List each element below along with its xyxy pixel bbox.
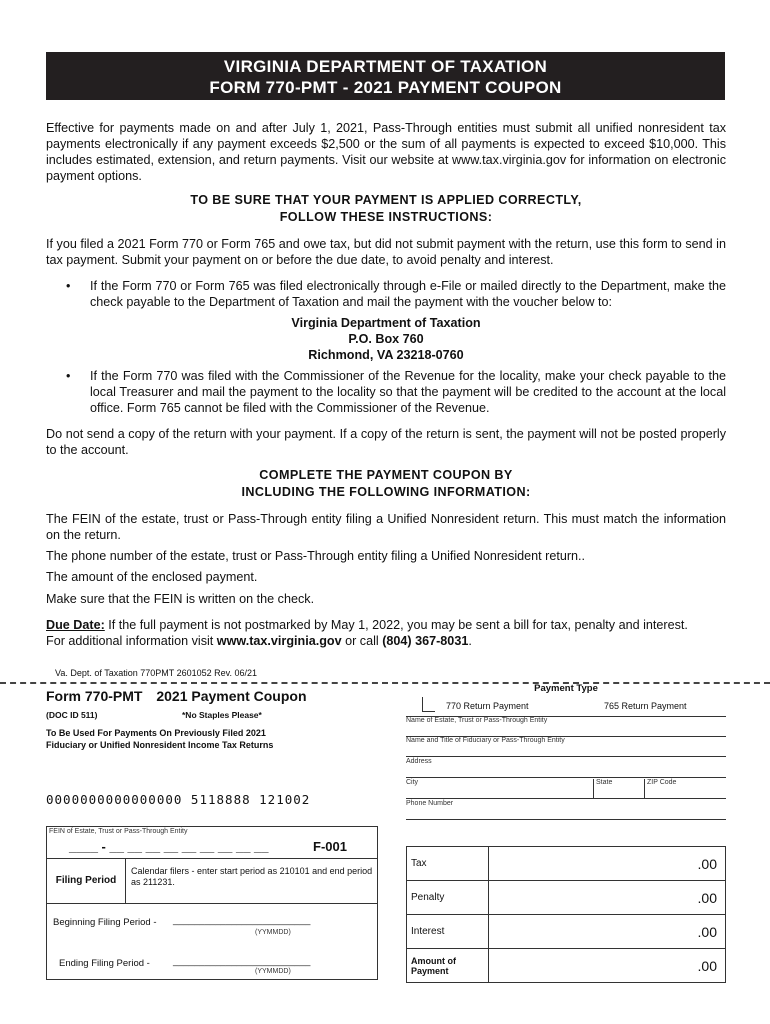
info-item: Make sure that the FEIN is written on the check. <box>46 592 315 606</box>
address-label: Address <box>406 758 432 765</box>
due-date-text: If the full payment is not postmarked by May 1, 2022, you may be sent a bill for tax, penalty and interest. <box>104 618 688 632</box>
ending-period-input[interactable]: __________________________ <box>173 956 311 967</box>
revision-line: Va. Dept. of Taxation 770PMT 2601052 Rev. 06/21 <box>55 668 257 678</box>
ending-period-label: Ending Filing Period - <box>59 958 150 969</box>
ending-date-format: (YYMMDD) <box>255 968 291 975</box>
payment-amount-field[interactable]: .00 <box>489 949 726 983</box>
form-title-banner <box>46 52 725 100</box>
used-for-line2: Fiduciary or Unified Nonresident Income Tax Returns <box>46 740 274 750</box>
fiduciary-name-field[interactable] <box>406 737 726 757</box>
interest-amount-field[interactable]: .00 <box>489 915 726 949</box>
used-for-note <box>46 727 273 751</box>
address-line2: P.O. Box 760 <box>348 332 424 346</box>
city-state-zip-row <box>406 779 726 799</box>
fein-input[interactable]: ____ - __ __ __ __ __ __ __ __ __ <box>69 839 269 854</box>
coupon-heading-line1: COMPLETE THE PAYMENT COUPON BY <box>259 468 513 482</box>
payment-type-label: Payment Type <box>534 683 598 694</box>
state-label: State <box>593 779 612 798</box>
city-label: City <box>406 779 419 786</box>
amount-row-payment <box>407 949 726 983</box>
coupon-heading-line2: INCLUDING THE FOLLOWING INFORMATION: <box>241 485 531 499</box>
beginning-period-label: Beginning Filing Period - <box>53 917 157 928</box>
amount-table <box>406 846 726 983</box>
address-line3: Richmond, VA 23218-0760 <box>308 348 464 362</box>
penalty-label: Penalty <box>407 881 489 915</box>
instructions-heading <box>46 192 726 226</box>
agency-title: VIRGINIA DEPARTMENT OF TAXATION <box>223 57 548 76</box>
bullet-symbol: • <box>66 279 71 293</box>
bullet-item <box>66 278 726 310</box>
tax-label: Tax <box>407 847 489 881</box>
due-date-label: Due Date: <box>46 618 105 632</box>
website-link[interactable]: www.tax.virginia.gov <box>216 634 342 648</box>
bullet-symbol: • <box>66 369 71 383</box>
filing-period-row <box>47 858 377 904</box>
zip-label: ZIP Code <box>644 779 676 798</box>
do-not-send-paragraph: Do not send a copy of the return with your payment. If a copy of the return is sent, the payment will not be posted properly to the account. <box>46 427 726 457</box>
fiduciary-name-label: Name and Title of Fiduciary or Pass-Through Entity <box>406 737 565 744</box>
option-765-label: 765 Return Payment <box>604 701 687 711</box>
tax-amount-field[interactable]: .00 <box>489 847 726 881</box>
amount-row-penalty <box>407 881 726 915</box>
entity-name-label: Name of Estate, Trust or Pass-Through Entity <box>406 717 548 724</box>
more-info-prefix: For additional information visit <box>46 634 217 648</box>
due-date-paragraph <box>46 617 726 649</box>
address-line1: Virginia Department of Taxation <box>291 316 481 330</box>
fein-suffix: F-001 <box>313 839 347 854</box>
coupon-heading <box>46 467 726 501</box>
fein-label: FEIN of Estate, Trust or Pass-Through Entity <box>49 828 188 835</box>
mailing-address <box>46 315 726 363</box>
checkbox-770[interactable] <box>422 697 435 712</box>
amount-of-payment-label: Amount of Payment <box>407 949 489 983</box>
phone-field[interactable] <box>406 800 726 820</box>
amount-row-tax <box>407 847 726 881</box>
filed-paragraph: If you filed a 2021 Form 770 or Form 765 and owe tax, but did not submit payment with the return, use this form to send in tax payment. Submit your payment on or before the due date, to avoid penalty and interest. <box>46 237 726 267</box>
coupon-form-number: Form 770-PMT <box>46 688 143 704</box>
instructions-heading-line2: FOLLOW THESE INSTRUCTIONS: <box>279 210 493 224</box>
amount-row-interest <box>407 915 726 949</box>
bullet-text: If the Form 770 was filed with the Commissioner of the Revenue for the locality, make your check payable to the local Treasurer and mail the payment to the locality so that the payment will be credited to the account at the local office. Form 765 cannot be filed with the Commissioner of the Revenue. <box>90 369 726 415</box>
bullet-item <box>66 368 726 416</box>
beginning-date-format: (YYMMDD) <box>255 929 291 936</box>
used-for-line1: To Be Used For Payments On Previously Filed 2021 <box>46 728 266 738</box>
beginning-period-input[interactable]: __________________________ <box>173 915 311 926</box>
info-item: The amount of the enclosed payment. <box>46 570 258 584</box>
address-field[interactable] <box>406 758 726 778</box>
coupon-title: 2021 Payment Coupon <box>156 688 307 704</box>
filing-period-label: Filing Period <box>47 859 126 903</box>
doc-id: (DOC ID 511) <box>46 710 98 720</box>
intro-paragraph: Effective for payments made on and after July 1, 2021, Pass-Through entities must submit all unified nonresident tax payments electronically if any payment exceeds $2,500 or the sum of all payments is expected to exceed $10,000. This includes estimated, extension, and return payments. Visit our website at www.tax.virginia.gov for information on electronic payment options. <box>46 121 726 183</box>
scanline: 0000000000000000 5118888 121002 <box>46 792 311 807</box>
penalty-amount-field[interactable]: .00 <box>489 881 726 915</box>
info-item: The FEIN of the estate, trust or Pass-Through entity filing a Unified Nonresident return. This must match the information on the return. <box>46 512 726 542</box>
phone-number: (804) 367-8031 <box>382 634 469 648</box>
filing-period-note: Calendar filers - enter start period as 210101 and end period as 211231. <box>131 866 373 887</box>
entity-name-field[interactable] <box>406 716 726 737</box>
more-info-mid: or call <box>341 634 383 648</box>
bullet-text: If the Form 770 or Form 765 was filed electronically through e-File or mailed directly to the Department, make the check payable to the Department of Taxation and mail the payment with the voucher below to: <box>90 279 726 309</box>
no-staples-note: *No Staples Please* <box>182 710 262 720</box>
interest-label: Interest <box>407 915 489 949</box>
phone-label: Phone Number <box>406 800 454 807</box>
coupon-form-title <box>46 688 307 704</box>
form-title: FORM 770-PMT - 2021 PAYMENT COUPON <box>209 78 562 97</box>
fein-box <box>46 826 378 980</box>
instructions-heading-line1: TO BE SURE THAT YOUR PAYMENT IS APPLIED CORRECTLY, <box>190 193 582 207</box>
more-info-end: . <box>468 634 472 648</box>
option-770-label: 770 Return Payment <box>446 701 529 711</box>
info-item: The phone number of the estate, trust or Pass-Through entity filing a Unified Nonresident return.. <box>46 549 586 563</box>
